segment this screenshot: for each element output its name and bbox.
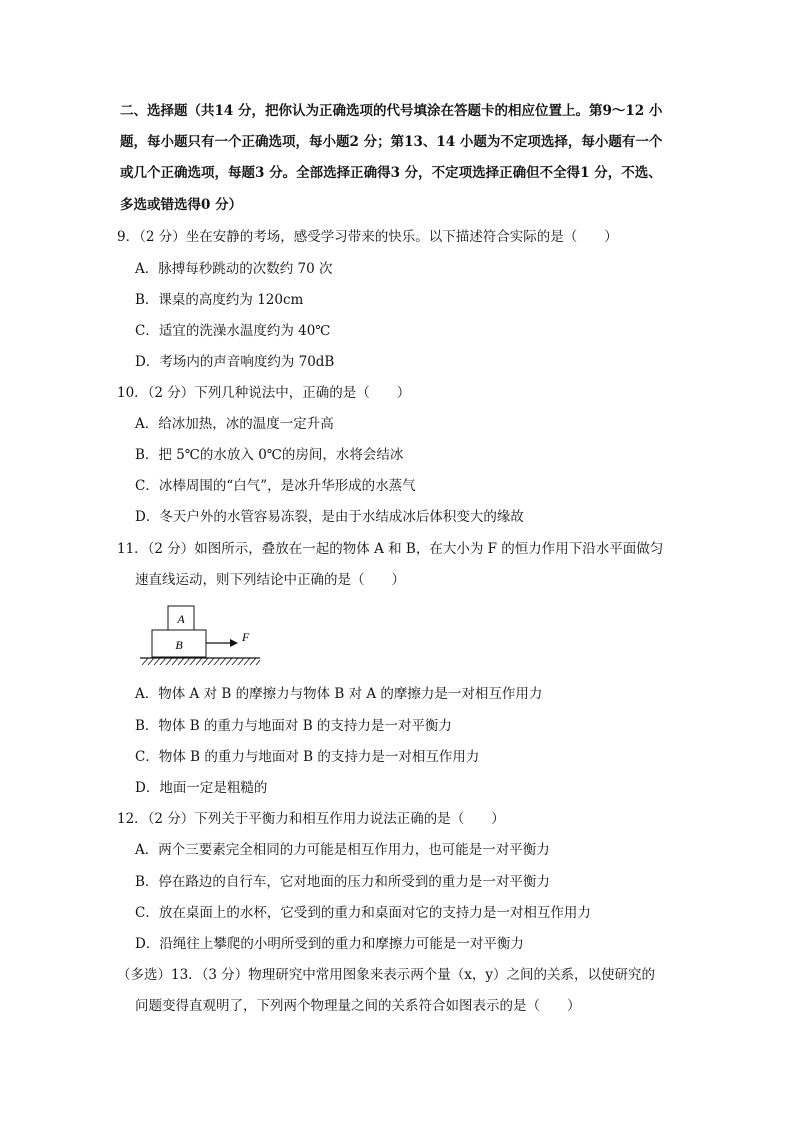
question-10-option-a: A．给冰加热，冰的温度一定升高 (135, 416, 334, 432)
question-9-option-b: B．课桌的高度约为 120cm (135, 292, 304, 308)
question-9-stem: 9．（2 分）坐在安静的考场，感受学习带来的快乐。以下描述符合实际的是（ ） (117, 229, 618, 245)
question-12-option-b: B．停在路边的自行车，它对地面的压力和所受到的重力是一对平衡力 (135, 874, 550, 890)
question-11-option-c: C．物体 B 的重力与地面对 B 的支持力是一对相互作用力 (135, 749, 480, 765)
question-10-option-c: C．冰棒周围的“白气”，是冰升华形成的水蒸气 (135, 478, 416, 494)
question-9-option-c: C．适宜的洗澡水温度约为 40℃ (135, 323, 331, 339)
question-10-option-d: D．冬天户外的水管容易冻裂，是由于水结成冰后体积变大的缘故 (135, 509, 524, 525)
question-12-option-c: C．放在桌面上的水杯，它受到的重力和桌面对它的支持力是一对相互作用力 (135, 905, 591, 921)
question-10-stem: 10．（2 分）下列几种说法中，正确的是（ ） (117, 385, 411, 401)
section-header-line-4: 多选或错选得0 分） (120, 197, 243, 213)
force-label: F (242, 630, 250, 644)
section-header-line-1: 二、选择题（共14 分，把你认为正确选项的代号填涂在答题卡的相应位置上。第9～12 小 (120, 103, 663, 119)
block-b-label: B (175, 638, 183, 652)
question-11-option-b: B．物体 B 的重力与地面对 B 的支持力是一对平衡力 (135, 718, 452, 734)
question-9-option-a: A．脉搏每秒跳动的次数约 70 次 (135, 261, 333, 277)
question-10-option-b: B．把 5℃的水放入 0℃的房间，水将会结冰 (135, 447, 404, 463)
section-header-line-3: 或几个正确选项，每题3 分。全部选择正确得3 分，不定项选择正确但不全得1 分，不选、 (120, 165, 662, 181)
ground-hatching (142, 658, 260, 665)
question-11-stem-line-1: 11．（2 分）如图所示，叠放在一起的物体 A 和 B，在大小为 F 的恒力作用下沿水平面做匀 (117, 541, 664, 557)
question-12-option-a: A．两个三要素完全相同的力可能是相互作用力，也可能是一对平衡力 (135, 842, 550, 858)
question-12-stem: 12．（2 分）下列关于平衡力和相互作用力说法正确的是（ ） (117, 811, 505, 827)
stacked-blocks-figure (138, 603, 268, 665)
question-13-stem-line-2: 问题变得直观明了，下列两个物理量之间的关系符合如图表示的是（ ） (135, 998, 581, 1014)
force-arrow-head (230, 639, 238, 647)
section-header-line-2: 题，每小题只有一个正确选项，每小题2 分；第13、14 小题为不定项选择，每小题有一个 (120, 134, 663, 150)
question-11-option-d: D．地面一定是粗糙的 (135, 780, 268, 796)
block-a-label: A (177, 612, 185, 626)
question-11-stem-line-2: 速直线运动，则下列结论中正确的是（ ） (135, 572, 405, 588)
question-9-option-d: D．考场内的声音响度约为 70dB (135, 354, 335, 370)
question-11-option-a: A．物体 A 对 B 的摩擦力与物体 B 对 A 的摩擦力是一对相互作用力 (135, 686, 543, 702)
question-12-option-d: D．沿绳往上攀爬的小明所受到的重力和摩擦力可能是一对平衡力 (135, 936, 524, 952)
question-13-stem-line-1: （多选）13．（3 分）物理研究中常用图象来表示两个量（x，y）之间的关系，以使研究的 (117, 967, 656, 983)
